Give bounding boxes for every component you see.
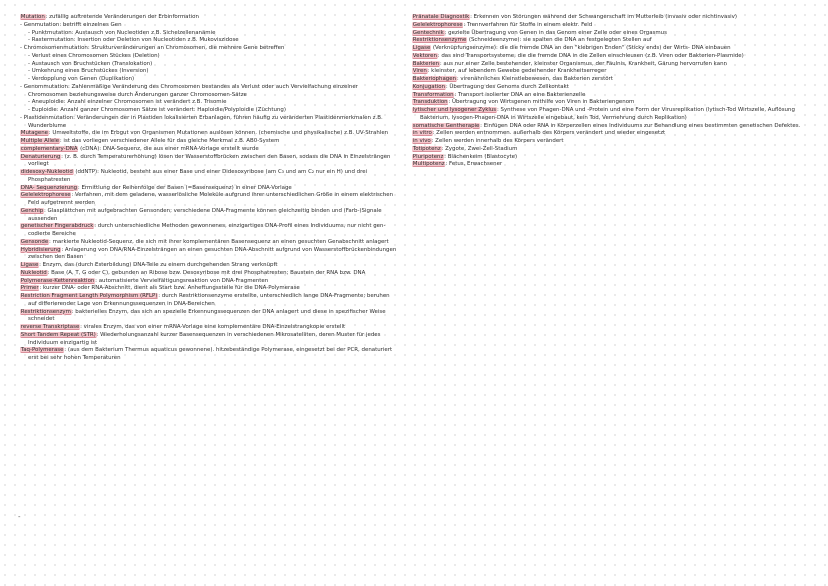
entry-definition: : Zellen werden innerhalb des Körpers verändert [431,138,564,144]
entry-definition: (Verknüpfungsenzyme): die die fremde DNA an den "klebrigen Enden" (Sticky ends) der Wirts- DNA einbauen [431,45,731,51]
highlighted-term: in vitro [412,130,432,137]
glossary-entry [20,68,398,76]
highlighted-term: in vivo [412,138,431,144]
entry-definition: - Umkehrung eines Bruchstückes (Inversion) [28,68,149,75]
highlighted-term: Restriktionsenzym [20,308,71,315]
entry-definition: : durch unterschiedliche Methoden gewonnenes, einzigartiges DNA-Profil eines Individuums, nur nicht gen-codierte Bereiche [28,223,386,237]
glossary-entry [20,169,398,185]
highlighted-term: Short Tandem Repeat (STR) [20,331,96,338]
highlighted-term: Primer [20,285,39,292]
entry-definition: : Wiederholungsanzahl kurzer Basensequenzen in verschiedenen Mikrosatelliten, deren Muster für jedes Individuum einzigartig ist [28,331,381,346]
highlighted-term: somatische Gentherapie [412,122,480,129]
glossary-entry [412,14,812,22]
glossary-entry [20,84,398,100]
glossary-entry [412,123,812,131]
glossary-entry [20,115,398,131]
highlighted-term: Restriction Fragment Length Polymorphism (RFLP) [20,293,158,299]
highlighted-term: Restriktionsenzyme [412,37,467,44]
entry-definition: : Zellen werden entnommen. außerhalb des Körpers verändert und wieder eingesetzt [432,130,666,137]
glossary-entry [20,107,398,115]
highlighted-term: Gelelektrophorese [412,21,463,28]
entry-definition: - Aneuploidie: Anzahl einzelner Chromosomen ist verändert z.B. Trisomie [28,99,227,106]
glossary-right-column [412,14,812,169]
entry-definition: : markierte Nukleotid-Sequenz, die sich mit ihrer komplementären Basensequenz an einen gesuchten Genabschnitt anlagert [49,238,389,245]
glossary-entry [20,332,398,348]
glossary-entry [412,61,812,69]
highlighted-term: lytischer und lysogener Zyklus [412,107,497,113]
glossary-entry [20,347,398,363]
highlighted-term: Polymerase-Kettenreaktion [20,277,95,284]
entry-definition: : Ermittlung der Reihenfolge der Basen (=Basensequenz) in einer DNA-Vorlage [77,184,292,191]
highlighted-term: Transformation [412,91,454,98]
highlighted-term: Pränatale Diagnostik [412,14,470,20]
glossary-entry [20,324,398,332]
highlighted-term: Mutagene [20,130,48,137]
entry-definition: : das sind Transportsysteme, die die fremde DNA in die Zellen einschleusen (z.B. Viren oder Bakterien-Plasmide) [437,52,744,59]
entry-definition: : Anlagerung von DNA/RNA-Einzelsträngen an einen gesuchten DNA-Abschnitt aufgrund von Wasserstoffbrückenbindungen zwischen den Basen [28,246,397,261]
entry-definition: : Umweltstoffe, die im Erbgut von Organismen Mutationen auslösen können. (chemische und physikalische) z.B. UV-Strahlen [48,130,389,137]
highlighted-term: DNA- Sequenzierung [20,184,78,191]
glossary-entry [20,37,398,45]
glossary-entry [20,262,398,270]
entry-definition: - Rastermutation: Insertion oder Deletion von Nucleotiden z.B. Mukoviszidose [28,37,239,44]
glossary-entry [20,223,398,239]
entry-definition: : Synthese von Phagen-DNA und -Protein und eine Form der Virusreplikation (lytisch-Tod Wirtszelle, Auflösung Bakterium, lysogen-Phagen-DNA in Wirtszelle eingebaut, kein Tod, Vermehrung durch Replikation) [420,107,795,121]
entry-definition: - Genommutation: Zahlenmäßige Veränderung des Chromosomen bestandes als Verlust oder auch Vervielfachung einzelner Chromosomen beziehungsweise durch Änderungen ganzer Chromosomen-Sätze [20,83,358,98]
glossary-entry [20,239,398,247]
entry-definition: - Austausch von Bruchstücken (Translokation) [28,60,153,67]
entry-definition: - Chromosomenmutation: Strukturveränderungen an Chromosomen, die mehrere Gene betreffen [20,45,285,51]
glossary-left-column [20,14,398,363]
entry-definition: : Zygote, Zwei-Zell-Stadium [441,145,518,152]
glossary-entry [20,185,398,193]
glossary-entry [20,278,398,286]
glossary-entry [20,192,398,208]
highlighted-term: Mutation [20,14,45,20]
glossary-entry [20,45,398,53]
entry-definition: : Transport isolierter DNA an eine Bakterienzelle [454,91,586,98]
entry-definition: (ddNTP): Nukleotid, besteht aus einer Base und einer Didesoxyribose (am C₃ und am C₂ nur ein H) und drei Phosphatresten [28,169,368,183]
glossary-entry [412,107,812,123]
glossary-entry [20,285,398,293]
highlighted-term: Nukleotid [20,269,47,276]
entry-definition: : Trennverfahren für Stoffe in einem elektr. Feld [463,21,593,28]
highlighted-term: Denaturierung [20,153,61,160]
entry-definition: : Enzym, das (durch Esterbildung) DNA-Teile zu einem durchgehenden Strang verknüpft [39,262,278,268]
glossary-entry [20,146,398,154]
entry-definition: - Punktmutation: Austausch von Nucleotiden z.B. Sichelzellenanämie [28,29,216,36]
glossary-entry [412,161,812,169]
glossary-entry [20,53,398,61]
highlighted-term: Multiple Allele [20,138,60,144]
glossary-entry [412,45,812,53]
entry-definition: : Verfahren, mit dem geladene, wasserlösliche Moleküle aufgrund ihrer unterschiedlichen Größe in einem elektrischen Feld aufgetrennt werden [28,192,394,206]
entry-definition: : Übertragung des Genoms durch Zellkontakt [445,83,569,90]
glossary-entry [20,30,398,38]
entry-definition: : aus nur einer Zelle bestehender, kleinster Organismus, der Fäulnis, Krankheit, Gärung hervorrufen kann [439,60,727,67]
glossary-entry [20,270,398,278]
highlighted-term: Hybridisierung [20,246,61,253]
glossary-entry [412,68,812,76]
highlighted-term: reverse Transkriptase [20,324,80,330]
glossary-entry [20,61,398,69]
entry-definition: (cDNA): DNA-Sequenz, die aus einer mRNA-Vorlage erstellt wurde [78,145,259,152]
highlighted-term: Genchip [20,207,44,214]
entry-definition: : (z. B. durch Temperaturerhöhung) lösen der Wasserstoffbrücken zwischen den Basen, sodass die DNA in Einzelsträngen vorliegt [28,153,391,168]
highlighted-term: Transduktion [412,99,448,106]
entry-definition: : (aus dem Bakterium Thermus aquaticus gewonnene). hitzebeständige Polymerase, eingesetzt bei der PCR, denaturiert erst bei sehr hohen Temperaturen [28,347,393,361]
glossary-entry [412,22,812,30]
entry-definition: : automatisierte Vervielfältigungsreaktion von DNA-Fragmenten [95,277,269,284]
glossary-entry [412,76,812,84]
glossary-entry [412,130,812,138]
highlighted-term: Gentechnik [412,29,444,36]
highlighted-term: genetischer Fingerabdruck [20,223,94,230]
entry-definition: : Blächenkeim (Blastocyte) [444,153,518,160]
highlighted-term: Multipotenz [412,161,445,168]
glossary-entry [412,53,812,61]
entry-definition: (Schneideenzyme): sie spalten die DNA an festgelegten Stellen auf [467,37,652,44]
highlighted-term: Ligase [412,45,431,51]
glossary-entry [20,76,398,84]
highlighted-term: Vektoren [412,52,437,59]
entry-definition: : Erkennen von Störungen während der Schwangerschaft im Mutterleib (invasiv oder nichtinvasiv) [470,14,738,20]
entry-definition: : kurzer DNA- oder RNA-Abschnitt, dient als Start bzw. Anheftungsstelle für die DNA-Polymerase [39,285,300,292]
glossary-entry [412,37,812,45]
highlighted-term: Bakteriophagen [412,76,457,82]
entry-definition: : Einfügen DNA oder RNA in Körperzellen eines Individuums zur Behandlung eines bestimmten genetischen Defektes. [480,122,801,129]
glossary-entry [20,14,398,22]
highlighted-term: Gensonde [20,238,49,245]
entry-definition: : Übertragung von Wirtsgenen mithilfe von Viren in Bakteriengenom [448,99,635,106]
entry-definition: - Genmutation: betrifft einzelnes Gen [20,21,122,28]
entry-definition: - Plastidenmutation: Veränderungen der in Plastiden lokalisierten Erbanlagen, führen häufig zu veränderten Plastidenmerkmalen z.B. Wunderblume [20,114,383,129]
entry-definition: : Base (A, T, G oder C), gebunden an Ribose bzw. Desoxyribose mit drei Phosphatresten; Baustein der RNA bzw. DNA [47,269,366,276]
glossary-entry [20,130,398,138]
entry-definition: : Fetus, Erwachsener [445,161,503,168]
glossary-entry [412,138,812,146]
highlighted-term: Bakterien [412,60,440,67]
entry-definition: - Euploidie: Anzahl ganzer Chromosomen Sätze ist verändert: Haploidie/Polyploidie (Züchtung) [28,107,286,113]
highlighted-term: complementary-DNA [20,145,78,152]
glossary-entry [412,30,812,38]
glossary-entry [412,99,812,107]
glossary-entry [412,84,812,92]
entry-definition: - Verlust eines Chromosomen Stückes (Deletion) [28,52,160,59]
highlighted-term: Totipotenz [412,145,441,152]
glossary-entry [20,293,398,309]
glossary-entry [20,99,398,107]
glossary-entry [412,146,812,154]
entry-definition: : virenähnliches Kleinstlebewesen, das Bakterien zerstört [456,76,613,82]
entry-definition: : ist das vorliegen verschiedener Allele für das gleiche Merkmal z.B. AB0-System [59,138,280,144]
entry-definition: - Verdopplung von Genen (Duplikation) [28,76,135,82]
entry-definition: : virales Enzym, das von einer mRNA-Vorlage eine komplementäre DNA-Einzelstrangkopie erstellt [80,324,346,330]
entry-definition: : zufällig auftretende Veränderungen der Erbinformation [45,14,199,20]
highlighted-term: Pluripotenz [412,153,444,160]
highlighted-term: Viren [412,68,427,75]
glossary-entry [20,309,398,325]
glossary-entry [412,154,812,162]
glossary-entry [20,154,398,170]
entry-definition: : durch Restriktionsenzyme erstellte, unterschiedlich lange DNA-Fragmente; beruhen auf differierender Lage von Erkennungssequenzen in DNA-Bereichen [28,293,390,307]
highlighted-term: Taq-Polymerase [20,347,64,354]
highlighted-term: didesoxy-Nukleotid [20,169,73,175]
glossary-entry [20,208,398,224]
glossary-entry [20,138,398,146]
entry-definition: : kleinster, auf lebendem Gewebe gedeihender Krankheitserreger [427,68,607,75]
stray-dash: - [18,513,21,521]
highlighted-term: Konjugation [412,83,446,90]
highlighted-term: Ligase [20,262,39,268]
glossary-entry [20,247,398,263]
entry-definition: : Glasplättchen mit aufgebrachten Gensonden; verschiedene DNA-Fragmente können gleichzeitig binden und (Farb-)Signale aussenden [28,207,382,222]
entry-definition: : gezielte Übertragung von Genen in das Genom einer Zelle oder eines Orgasmus [444,29,667,36]
glossary-entry [20,22,398,30]
entry-definition: : bakterielles Enzym, das sich an spezielle Erkennungssequenzen der DNA anlagert und diese in spezifischer Weise schneidet [28,308,386,323]
highlighted-term: Gelelektrophorese [20,192,71,199]
